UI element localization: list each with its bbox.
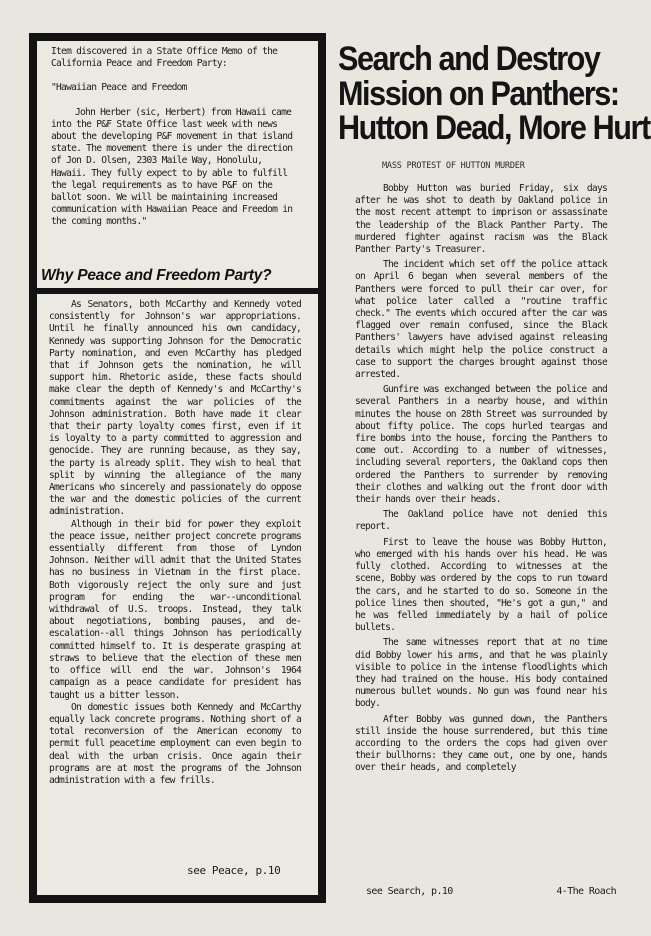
- memo-subtitle: "Hawaiian Peace and Freedom: [51, 82, 187, 94]
- why-heading: Why Peace and Freedom Party?: [41, 267, 272, 284]
- why-paragraph: On domestic issues both Kennedy and McCarthy equally lack concrete programs. Nothing short of a total reconversion of the American economy to permit full peacetime employment can even begin to deal with the urban crisis. Once again their programs are at most the programs of the Johnson administration with a few frills.: [49, 701, 301, 786]
- story-body: [355, 183, 607, 775]
- story-subhead: MASS PROTEST OF HUTTON MURDER: [382, 161, 525, 171]
- story-paragraph: Bobby Hutton was buried Friday, six days after he was shot to death by Oakland police in the most recent attempt to imprison or assassinate the leadership of the Black Panther Party. The murdered fighter against racism was the Black Panther Party's Treasurer.: [355, 183, 607, 256]
- continued-search: see Search, p.10: [366, 886, 453, 897]
- page-number: 4-The Roach: [556, 886, 616, 897]
- memo-body: John Herber (sic, Herbert) from Hawaii came into the P&F State Office last week with news about the developing P&F movement in that island state. The movement there is under the direction of Jon D. Olsen, 2303 Maile Way, Honolulu, Hawaii. They fully expect to by able to fulfill the legal requirements as to have P&F on the ballot soon. We will be maintaining increased communication with Hawaiian Peace and Freedom in the coming months.": [51, 106, 293, 228]
- story-paragraph: First to leave the house was Bobby Hutton, who emerged with his hands over his head. He was fully clothed. According to witnesses at the scene, Bobby was ordered by the cops to run toward the cars, and he started to do so. Someone in the police lines then shouted, "He's got a gun," and he was felled immediately by a hail of police bullets.: [355, 536, 607, 634]
- why-article-body: [49, 299, 301, 787]
- memo-title: Item discovered in a State Office Memo of the California Peace and Freedom Party:: [51, 46, 278, 70]
- left-column-inner: [37, 41, 318, 895]
- story-paragraph: The Oakland police have not denied this report.: [355, 509, 607, 533]
- headline-line: Hutton Dead, More Hurt: [338, 109, 650, 147]
- why-paragraph: As Senators, both McCarthy and Kennedy voted consistently for Johnson's war appropriations. Until he finally announced his own candidacy, Kennedy was supporting Johnson for the Democratic Party nomination, and even McCarthy has pledged that if Johnson gets the nomination, he will support him. Rhetoric aside, these facts should make clear the depth of Kennedy's and McCarthy's commitments against the war policies of the Johnson administration. Both have made it clear that their party loyalty comes first, even if it is loyalty to a party committed to aggression and genocide. They are running because, as they say, the party is already split. They wish to heal that split by winning the allegiance of the many Americans who sincerely and passionately do oppose the war and the domestic policies of the current administration.: [49, 299, 301, 518]
- continued-peace: see Peace, p.10: [187, 864, 281, 877]
- story-headline: [338, 40, 650, 147]
- divider-rule: [37, 288, 318, 294]
- story-footer: [366, 886, 616, 897]
- why-paragraph: Although in their bid for power they exploit the peace issue, neither project concrete programs essentially different from those of Lyndon Johnson. Neither will admit that the United States has no business in Vietnam in the first place. Both vigorously reject the only sure and just program for ending the war--unconditional withdrawal of U.S. troops. Instead, they talk about negotiations, bombing pauses, and de-escalation--all things Johnson has periodically committed himself to. It is desperate grasping at straws to believe that the election of these men to office will end the war. Johnson's 1964 campaign as a peace candidate for president has taught us a bitter lesson.: [49, 518, 301, 701]
- story-paragraph: After Bobby was gunned down, the Panthers still inside the house surrendered, but this time according to the orders the cops had given over their bullhorns: they came out, one by one, hands over their heads, and completely: [355, 713, 607, 774]
- headline-line: Search and Destroy: [338, 40, 600, 78]
- left-bordered-column: [29, 33, 326, 903]
- story-paragraph: The incident which set off the police attack on April 6 began when several members of the Panthers were forced to pull their car over, for what police later called a "routine traffic check." The events which occured after the car was flagged over remain confused, since the Black Panthers' lawyers have advised against releasing details which might help the police construct a case to support the charges brought against those arrested.: [355, 259, 607, 381]
- memo-box: [51, 46, 299, 229]
- headline-line: Mission on Panthers:: [338, 74, 619, 113]
- story-paragraph: The same witnesses report that at no time did Bobby lower his arms, and that he was plainly visible to police in the intense floodlights which they had trained on the house. His body contained numerous bullet wounds. No gun was found near his body.: [355, 637, 607, 710]
- story-paragraph: Gunfire was exchanged between the police and several Panthers in a nearby house, and within minutes the house on 28th Street was surrounded by about fifty police. The cops hurled teargas and fire bombs into the house, forcing the Panthers to come out. According to a number of witnesses, including several reporters, the Oakland cops then ordered the Panthers to surrender by removing their clothes and walking out the front door with their hands over their heads.: [355, 384, 607, 506]
